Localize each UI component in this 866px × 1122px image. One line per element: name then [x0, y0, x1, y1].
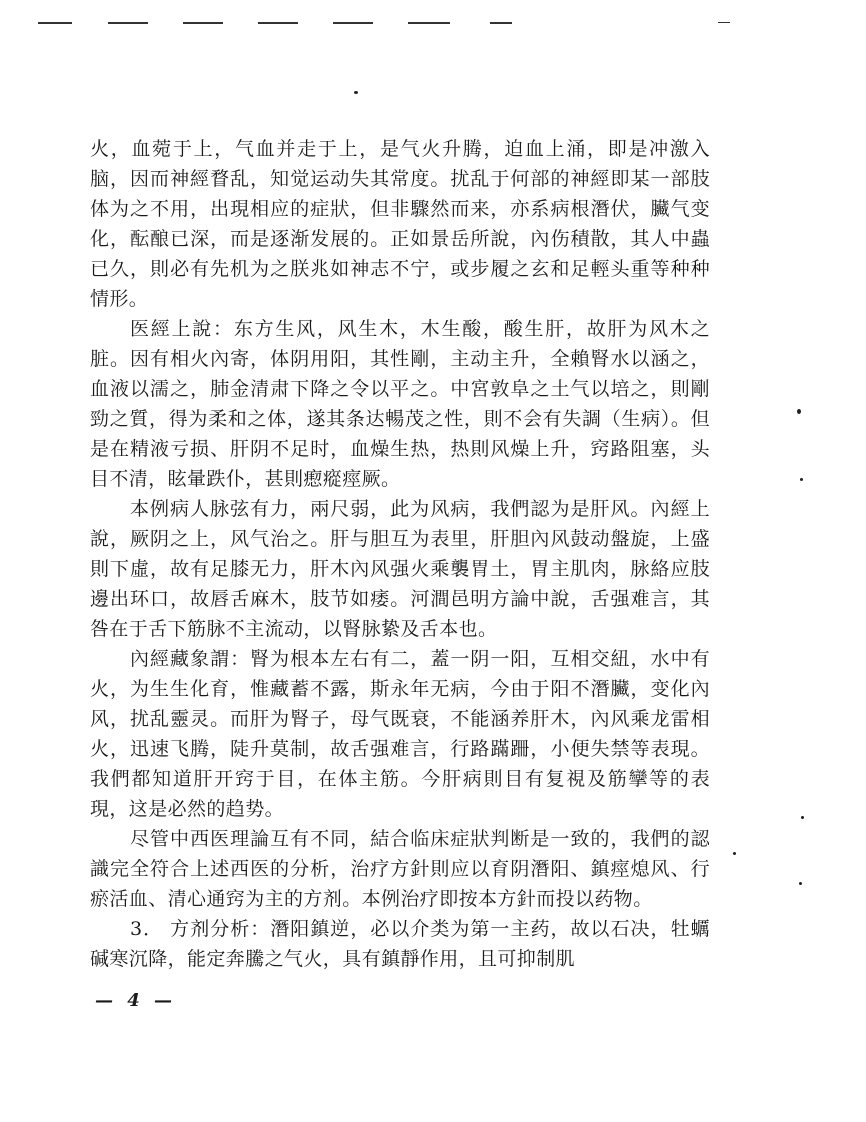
paragraph: 医經上說：东方生风，风生木，木生酸，酸生肝，故肝为风木之脏。因有相火內寄，体阴用阳，其性剛，主动主升，全賴腎水以涵之，血液以濡之，肺金清肃下降之令以平之。中宮敦阜之土气以培之，則剛勁之質，得为柔和之体，遂其条达暢茂之性，則不会有失調（生病）。但是在精液亏损、肝阴不足时，血燥生热，热則风燥上升，窍路阻塞，头目不清，眩暈跌仆，甚則瘛瘲痙厥。 — [90, 318, 710, 490]
scan-speck — [354, 91, 358, 94]
paragraph: 3． 方剂分析：潛阳鎮逆，必以介类为第一主药，故以石决，牡蠣碱寒沉降，能定奔騰之气火，具有鎮靜作用，且可抑制肌 — [90, 918, 710, 970]
page-number: — 4 — — [95, 990, 177, 1011]
paragraph: 尽管中西医理論互有不同，結合临床症狀判断是一致的，我們的認識完全符合上述西医的分析，治疗方針則应以育阴潛阳、鎮痙熄风、行瘀活血、清心通窍为主的方剂。本例治疗即按本方針而投以药物。 — [90, 828, 710, 910]
scan-speck — [801, 816, 804, 819]
paragraph: 火，血菀于上，气血并走于上，是气火升腾，迫血上涌，即是冲激入脑，因而神經瞀乱，知觉运动失其常度。扰乱于何部的神經即某一部肢体为之不用，出現相应的症狀，但非驟然而来，亦系病根潛伏，臟气变化，酝酿已深，而是逐渐发展的。正如景岳所說，內伤積散，其人中蟲已久，則必有先机为之朕兆如神志不宁，或步履之玄和足輕头重等种种情形。 — [90, 138, 710, 310]
rule-dash — [490, 22, 512, 24]
scan-speck — [797, 409, 801, 414]
body-text — [90, 134, 710, 974]
top-dashed-rule — [0, 17, 866, 23]
rule-dash — [108, 22, 148, 24]
scan-speck — [799, 882, 802, 885]
rule-dash — [258, 22, 298, 24]
rule-dash — [333, 22, 373, 24]
rule-dash — [408, 22, 450, 24]
paragraph: 本例病人脉弦有力，兩尺弱，此为风病，我們認为是肝风。內經上說，厥阴之上，风气治之。肝与胆互为表里，肝胆內风鼓动盤旋，上盛則下虛，故有足膝无力，肝木內风强火乘襲胃土，胃主肌肉，脉絡应肢邊出环口，故唇舌麻木，肢节如痿。河澗邑明方論中說，舌强难言，其咎在于舌下筋脉不主流动，以腎脉絷及舌本也。 — [90, 498, 710, 640]
paragraph: 內經藏象謂：腎为根本左右有二，蓋一阴一阳，互相交紐，水中有火，为生生化育，惟藏蓄不露，斯永年无病，今由于阳不潛臟，变化內风，扰乱靈灵。而肝为腎子，母气既衰，不能涵养肝木，內风乘龙雷相火，迅速飞腾，陡升莫制，故舌强难言，行路蹣跚，小便失禁等表現。我們都知道肝开窍于目，在体主筋。今肝病則目有复視及筋攣等的表現，这是必然的趋势。 — [90, 648, 710, 820]
rule-dash — [718, 22, 730, 23]
scan-speck — [800, 478, 803, 481]
rule-dash — [38, 22, 72, 24]
rule-dash — [183, 22, 223, 24]
scan-speck — [733, 852, 736, 855]
